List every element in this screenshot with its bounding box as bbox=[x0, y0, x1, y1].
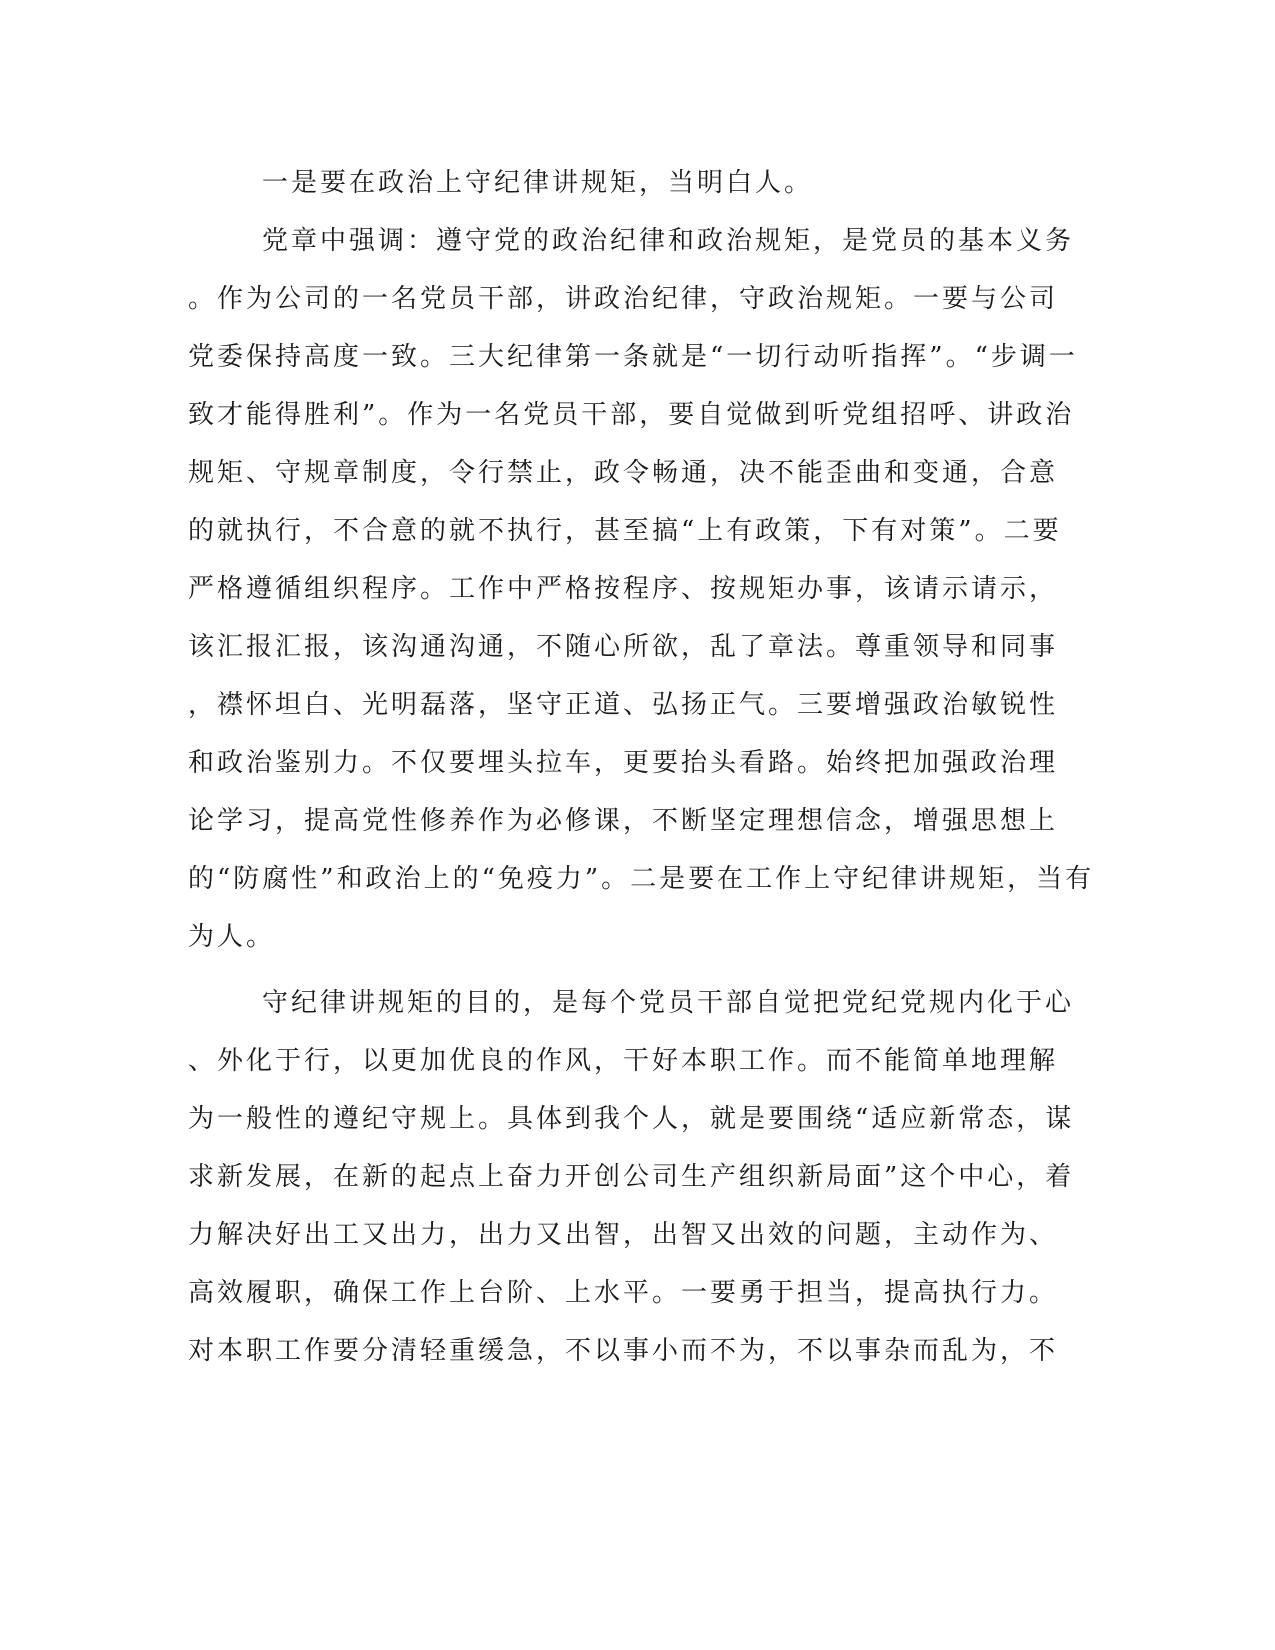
text-line: 为一般性的遵纪守规上。具体到我个人，就是要围绕“适应新常态，谋 bbox=[188, 1104, 1075, 1134]
text-line: 对本职工作要分清轻重缓急，不以事小而不为，不以事杂而乱为，不 bbox=[188, 1336, 1059, 1366]
text-line: 严格遵循组织程序。工作中严格按程序、按规矩办事，该请示请示， bbox=[188, 574, 1059, 604]
text-line: 守纪律讲规矩的目的，是每个党员干部自觉把党纪党规内化于心 bbox=[262, 988, 1075, 1018]
text-line: 致才能得胜利”。作为一名党员干部，要自觉做到听党组招呼、讲政治 bbox=[188, 400, 1075, 430]
text-line: ，襟怀坦白、光明磊落，坚守正道、弘扬正气。三要增强政治敏锐性 bbox=[188, 690, 1059, 720]
text-line: 和政治鉴别力。不仅要埋头拉车，更要抬头看路。始终把加强政治理 bbox=[188, 748, 1059, 778]
text-line: 。作为公司的一名党员干部，讲政治纪律，守政治规矩。一要与公司 bbox=[188, 284, 1059, 314]
text-line: 该汇报汇报，该沟通沟通，不随心所欲，乱了章法。尊重领导和同事 bbox=[188, 632, 1059, 662]
text-line: 的“防腐性”和政治上的“免疫力”。二是要在工作上守纪律讲规矩，当有 bbox=[188, 864, 1095, 894]
text-line: 求新发展，在新的起点上奋力开创公司生产组织新局面”这个中心，着 bbox=[188, 1162, 1075, 1192]
text-line: 高效履职，确保工作上台阶、上水平。一要勇于担当，提高执行力。 bbox=[188, 1278, 1059, 1308]
text-line: 、外化于行，以更加优良的作风，干好本职工作。而不能简单地理解 bbox=[188, 1046, 1059, 1076]
text-line: 规矩、守规章制度，令行禁止，政令畅通，决不能歪曲和变通，合意 bbox=[188, 458, 1059, 488]
text-line: 党委保持高度一致。三大纪律第一条就是“一切行动听指挥”。“步调一 bbox=[188, 342, 1078, 372]
text-line: 为人。 bbox=[188, 922, 276, 952]
text-line: 的就执行，不合意的就不执行，甚至搞“上有政策，下有对策”。二要 bbox=[188, 516, 1062, 546]
paragraph-heading-1: 一是要在政治上守纪律讲规矩，当明白人。 bbox=[262, 168, 814, 198]
text-line: 党章中强调：遵守党的政治纪律和政治规矩，是党员的基本义务 bbox=[262, 226, 1075, 256]
text-line: 论学习，提高党性修养作为必修课，不断坚定理想信念，增强思想上 bbox=[188, 806, 1059, 836]
text-line: 力解决好出工又出力，出力又出智，出智又出效的问题，主动作为、 bbox=[188, 1220, 1059, 1250]
